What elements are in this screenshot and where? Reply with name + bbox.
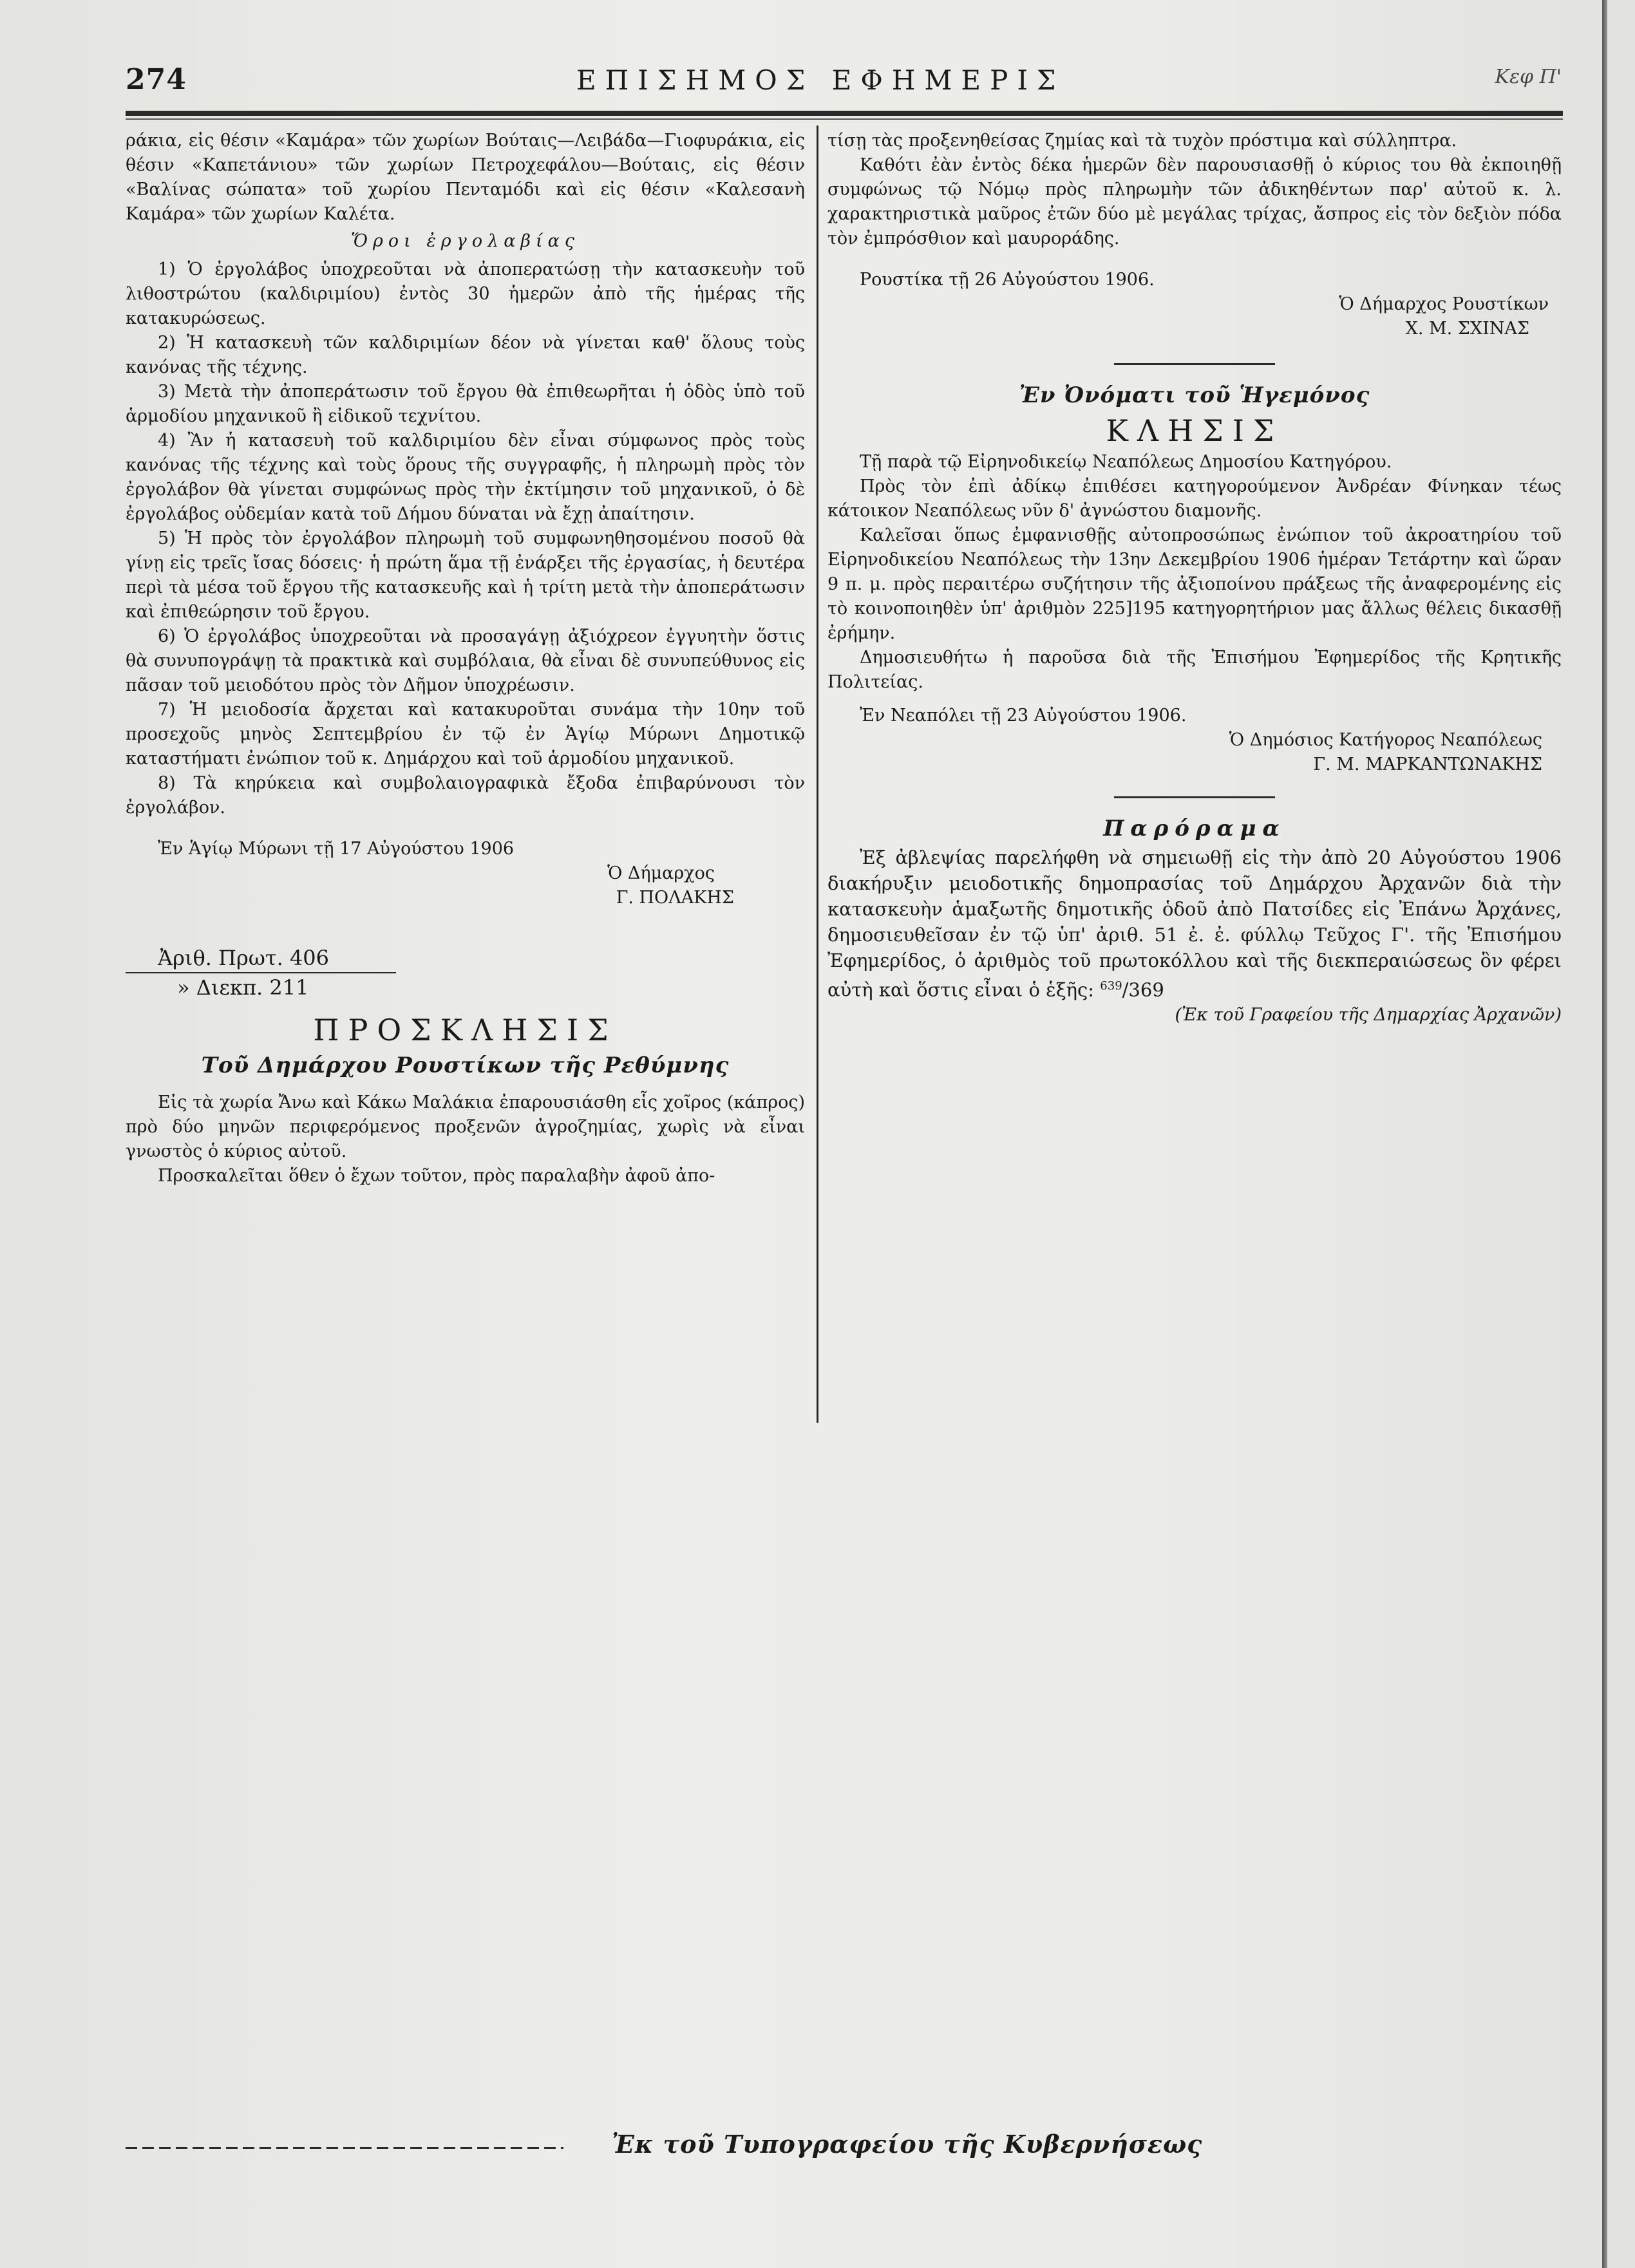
terms-heading: Ὅροι ἐργολαβίας [351,231,580,251]
errata-source: (Ἐκ τοῦ Γραφείου τῆς Δημαρχίας Ἀρχανῶν) [1175,1004,1562,1025]
term-2: 2) Ἡ κατασκευὴ τῶν καλδιριμίων δέον νὰ γίνεται καθ' ὅλους τοὺς κανόνας τῆς τέχνης. [126,333,805,377]
summons-paragraph-4: Δημοσιευθήτω ἡ παροῦσα διὰ τῆς Ἐπισήμου Ἐφημερίδος τῆς Κρητικῆς Πολιτείας. [827,648,1562,692]
notice-paragraph-3: Καθότι ἐὰν ἐντὸς δέκα ἡμερῶν δὲν παρουσιασθῇ ὁ κύριος του θὰ ἐκποιηθῇ συμφώνως τῷ Νόμῳ πρὸς πληρωμὴν τῶν ἀδικηθέντων παρ' αὐτοῦ κ. λ. χαρακτηριστικὰ μαῦρος ἐτῶν δύο μὲ μεγάλας τρίχας, ἄσπρος εἰς τὸν δεξιὸν πόδα τὸν ἐμπρόσθιον καὶ μαυροράδης. [827,155,1562,248]
left-signature-title: Ὁ Δήμαρχος [607,863,715,883]
term-7: 7) Ἡ μειοδοσία ἄρχεται καὶ κατακυροῦται συνάμα τὴν 10ην τοῦ προσεχοῦς μηνὸς Σεπτεμβρίου ἐν τῷ ἐν Ἁγίῳ Μύρωνι Δημοτικῷ καταστήματι ἐνώπιον τοῦ κ. Δημάρχου καὶ τοῦ ἁρμοδίου μηχανικοῦ. [126,700,805,769]
left-date: Ἐν Ἁγίῳ Μύρωνι τῇ 17 Αὐγούστου 1906 [158,839,515,859]
term-4: 4) Ἂν ἡ κατασευὴ τοῦ καλδιριμίου δὲν εἶναι σύμφωνος πρὸς τοὺς κανόνας τῆς τέχνης καὶ τοὺς ὅρους τῆς συγγραφῆς, ἡ πληρωμὴ πρὸς τὸν ἐργολάβον θὰ γίνεται συμφώνως πρὸς τὴν ἐκτίμησιν τοῦ μηχανικοῦ, ὁ δὲ ἐργολάβος οὐδεμίαν κατὰ τοῦ Δήμου δύναται νὰ ἔχῃ ἀπαίτησιν. [126,431,805,524]
notice-subtitle: Τοῦ Δημάρχου Ρουστίκων τῆς Ρεθύμνης [201,1053,730,1078]
footer-rule [126,2147,563,2149]
term-6: 6) Ὁ ἐργολάβος ὑποχρεοῦται νὰ προσαγάγῃ ἀξιόχρεον ἐγγυητὴν ὅστις θὰ συνυπογράψῃ τὰ πρακτικὰ καὶ συμβόλαια, θὰ εἶναι δὲ συνυπεύθυνος εἰς πᾶσαν τοῦ μειοδότου πρὸς τὸν Δῆμον ὑποχρέωσιν. [126,626,805,695]
summons-heading: Ἐν Ὀνόματι τοῦ Ἡγεμόνος [1019,382,1370,408]
page-number: 274 [126,63,187,96]
term-3: 3) Μετὰ τὴν ἀποπεράτωσιν τοῦ ἔργου θὰ ἐπιθεωρῆται ἡ ὁδὸς ὑπὸ τοῦ ἁρμοδίου μηχανικοῦ ἢ εἰδικοῦ τεχνίτου. [126,382,805,426]
prosecutor-name: Γ. Μ. ΜΑΡΚΑΝΤΩΝΑΚΗΣ [1313,754,1542,774]
term-8: 8) Τὰ κηρύκεια καὶ συμβολαιογραφικὰ ἔξοδα ἐπιβαρύνουσι τὸν ἐργολάβον. [126,773,805,818]
running-title: ΕΠΙΣΗΜΟΣ ΕΦΗΜΕΡΙΣ [576,64,1065,96]
section-rule-1 [1114,363,1275,365]
printer-imprint: Ἐκ τοῦ Τυπογραφείου τῆς Κυβερνήσεως [612,2130,1203,2159]
page-edge-shadow [1602,0,1607,2268]
column-divider [817,126,818,1423]
right-date-2: Ἐν Νεαπόλει τῇ 23 Αὐγούστου 1906. [860,706,1187,726]
errata-title: Παρόραμα [1103,816,1286,841]
right-signature-title: Ὁ Δήμαρχος Ρουστίκων [1339,294,1549,314]
page-header [126,63,1562,108]
summons-title: ΚΛΗΣΙΣ [1106,413,1283,448]
section-rule-2 [1114,796,1275,798]
errata-body [827,845,1562,1003]
header-rule [126,111,1563,116]
notice-paragraph-1: Εἰς τὰ χωρία Ἄνω καὶ Κάκω Μαλάκια ἐπαρουσιάσθη εἷς χοῖρος (κάπρος) πρὸ δύο μηνῶν περιφερόμενος προξενῶν ἀγροζημίας, χωρὶς νὰ εἶναι γνωστὸς ὁ κύριος αὐτοῦ. [126,1092,805,1161]
errata-number-top: 639 [1100,979,1122,993]
errata-text: Ἐξ ἀβλεψίας παρελήφθη νὰ σημειωθῇ εἰς τὴν ἀπὸ 20 Αὐγούστου 1906 διακήρυξιν μειοδοτικῆς δημοπρασίας τοῦ Δημάρχου Ἀρχανῶν διὰ τὴν κατασκευὴν ἁμαξωτῆς δημοτικῆς ὁδοῦ ἀπὸ Πατσίδες εἰς Ἐπάνω Ἀρχάνες, δημοσιευθεῖσαν ἐν τῷ ὑπ' ἀριθ. 51 ἐ. ἐ. φύλλῳ Τεῦχος Γ'. τῆς Ἐπισήμου Ἐφημερίδος, ὁ ἀριθμὸς τοῦ πρωτοκόλλου καὶ τῆς διεκπεραιώσεως ὃν φέρει αὐτὴ καὶ ὅστις εἶναι ὁ ἑξῆς: [827,847,1562,1001]
left-signature-name: Γ. ΠΟΛΑΚΗΣ [616,888,734,908]
notice-continuation: τίσῃ τὰς προξενηθείσας ζημίας καὶ τὰ τυχὸν πρόστιμα καὶ σύλληπτρα. [827,131,1457,151]
right-column [827,129,1562,1027]
header-rule-thin [126,118,1563,120]
intro-paragraph: ράκια, εἰς θέσιν «Καμάρα» τῶν χωρίων Βούταις—Λειβάδα—Γιοφυράκια, εἰς θέσιν «Καπετάνιου» τῶν χωρίων Πετροχεφάλου—Βούταις, εἰς θέσιν «Βαλίνας σώπατα» τοῦ χωρίου Πενταμόδι καὶ εἰς θέσιν «Καλεσανὴ Καμάρα» τῶν χωρίων Καλέτα. [126,131,805,224]
right-signature-name: Χ. Μ. ΣΧΙΝΑΣ [1405,319,1529,339]
summons-paragraph-2: Πρὸς τὸν ἐπὶ ἀδίκῳ ἐπιθέσει κατηγορούμενον Ἀνδρέαν Φίνηκαν τέως κάτοικον Νεαπόλεως νῦν δ' ἀγνώστου διαμονῆς. [827,476,1562,521]
notice-paragraph-2: Προσκαλεῖται ὅθεν ὁ ἔχων τοῦτον, πρὸς παραλαβὴν ἀφοῦ ἀπο- [158,1166,715,1186]
term-5: 5) Ἡ πρὸς τὸν ἐργολάβον πληρωμὴ τοῦ συμφωνηθησομένου ποσοῦ θὰ γίνῃ εἰς τρεῖς ἴσας δόσεις· ἡ πρώτη ἅμα τῇ ἐνάρξει τῆς ἐργασίας, ἡ δευτέρα περὶ τὰ μέσα τοῦ ἔργου τῆς κατασκευῆς καὶ ἡ τρίτη μετὰ τὴν ἀποπεράτωσιν καὶ ἐπιθεώρησιν τοῦ ἔργου. [126,529,805,622]
diekp-number: » Διεκπ. 211 [177,975,309,1000]
protocol-number: Ἀριθ. Πρωτ. 406 [158,946,330,970]
term-1: 1) Ὁ ἐργολάβος ὑποχρεοῦται νὰ ἀποπερατώσῃ τὴν κατασκευὴν τοῦ λιθοστρώτου (καλδιριμίου) ἐντὸς 30 ἡμερῶν ἀπὸ τῆς ἡμέρας τῆς κατακυρώσεως. [126,259,805,328]
summons-paragraph-3: Καλεῖσαι ὅπως ἐμφανισθῇς αὐτοπροσώπως ἐνώπιον τοῦ ἀκροατηρίου τοῦ Εἰρηνοδικείου Νεαπόλεως τὴν 13ην Δεκεμβρίου 1906 ἡμέραν Τετάρτην καὶ ὥραν 9 π. μ. πρὸς περαιτέρω συζήτησιν τῆς ἀξιοποίνου πράξεως τῆς ἀναφερομένης εἰς τὸ κοινοποιηθὲν ὑπ' ἀριθμὸν 225]195 κατηγορητήριον μας ἄλλως θέλεις δικασθῇ ἐρήμην. [827,525,1562,643]
notice-title: ΠΡΟΣΚΛΗΣΙΣ [313,1013,618,1047]
summons-paragraph-1: Τῇ παρὰ τῷ Εἰρηνοδικείῳ Νεαπόλεως Δημοσίου Κατηγόρου. [860,452,1392,472]
errata-number-bottom: /369 [1122,979,1164,1001]
left-column [126,129,805,1188]
prosecutor-title: Ὁ Δημόσιος Κατήγορος Νεαπόλεως [1229,730,1542,750]
corner-note: Κεφ Π' [1495,66,1562,88]
right-date: Ρουστίκα τῇ 26 Αὐγούστου 1906. [860,270,1155,290]
